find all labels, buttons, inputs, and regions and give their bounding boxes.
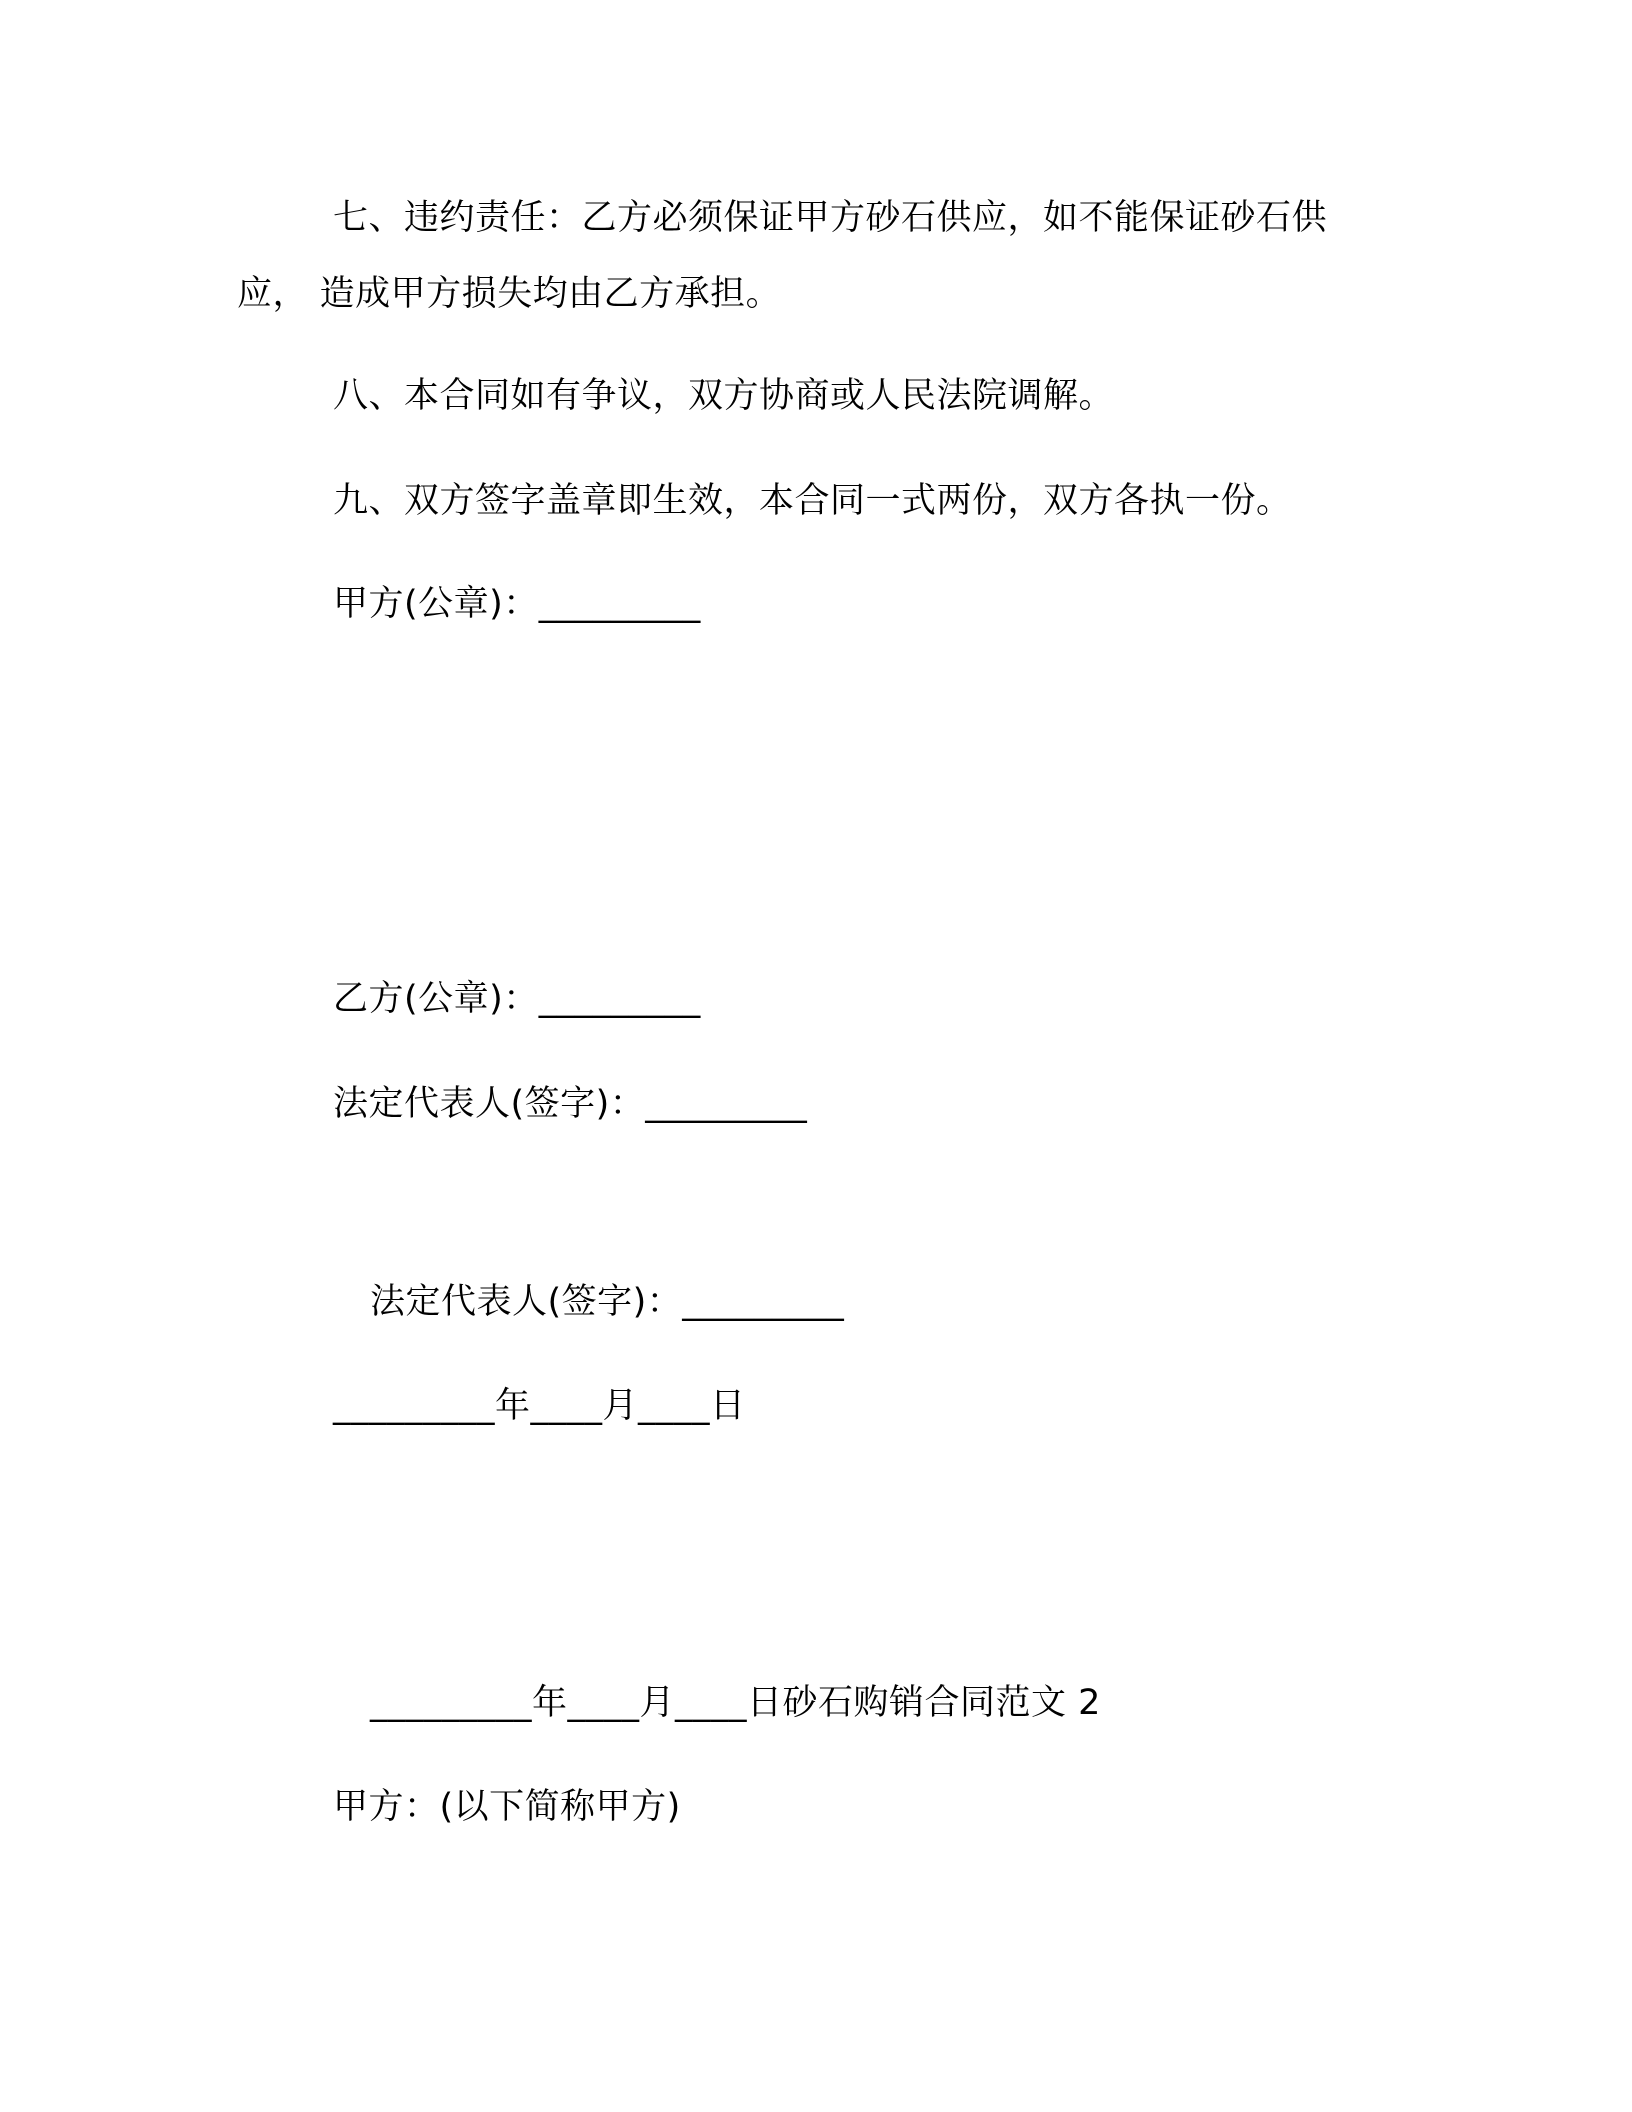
clause-7-line-2: 应， 造成甲方损失均由乙方承担。 (237, 274, 782, 314)
party-b-seal-line: 乙方(公章)：_________ (333, 979, 701, 1019)
legal-rep-signature-line-1: 法定代表人(签字)：_________ (333, 1084, 808, 1124)
party-a-seal-line: 甲方(公章)：_________ (333, 584, 701, 624)
date-line: _________年____月____日 (333, 1386, 746, 1426)
clause-8: 八、本合同如有争议，双方协商或人民法院调解。 (333, 376, 1115, 416)
legal-rep-signature-line-2: 法定代表人(签字)：_________ (370, 1282, 845, 1322)
clause-7-line-1: 七、违约责任：乙方必须保证甲方砂石供应，如不能保证砂石供 (333, 198, 1328, 238)
sample-2-title: _________年____月____日砂石购销合同范文 2 (370, 1683, 1101, 1723)
clause-9: 九、双方签字盖章即生效，本合同一式两份，双方各执一份。 (333, 481, 1292, 521)
party-a-intro: 甲方：(以下简称甲方) (333, 1787, 681, 1827)
